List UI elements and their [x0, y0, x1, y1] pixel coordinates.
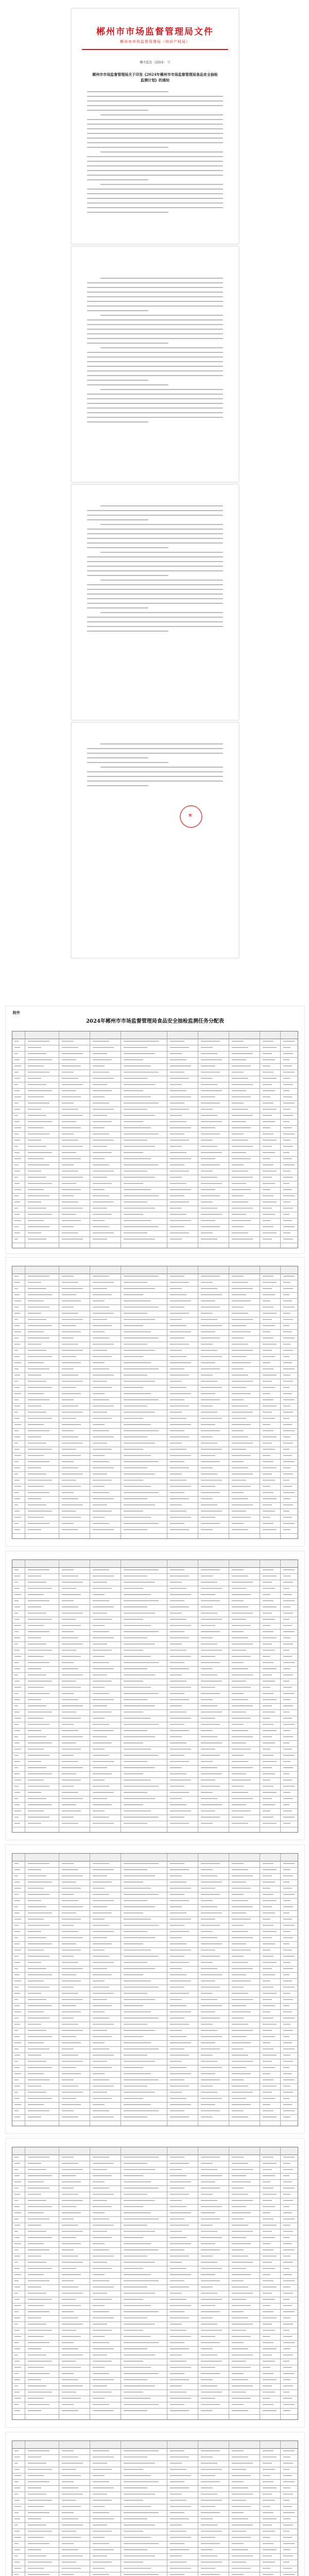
table-row [12, 2535, 298, 2541]
table-row [12, 1095, 298, 1101]
allocation-table [12, 2147, 298, 2420]
table-row [12, 1710, 298, 1716]
table-row [12, 2396, 298, 2402]
table-row [12, 1336, 298, 1342]
table-row [12, 2511, 298, 2517]
table-row [12, 1435, 298, 1441]
body-text [87, 91, 223, 216]
table-row [12, 1979, 298, 1985]
table-row [12, 1150, 298, 1157]
table-row [12, 2242, 298, 2248]
table-row [12, 1225, 298, 1231]
table-row [12, 2053, 298, 2059]
table-row [12, 2078, 298, 2084]
table-row [12, 2211, 298, 2217]
table-row [12, 1509, 298, 1515]
table-row [12, 2016, 298, 2022]
document-page-1 [71, 8, 239, 244]
table-row [12, 1948, 298, 1954]
table-row [12, 1144, 298, 1150]
table-row [12, 1422, 298, 1429]
table-row [12, 2365, 298, 2371]
table-row [12, 2174, 298, 2180]
table-row [12, 1218, 298, 1225]
table-row [12, 1685, 298, 1691]
table-row [12, 1954, 298, 1960]
table-row [12, 2155, 298, 2161]
table-row [12, 1064, 298, 1070]
table-row [12, 2504, 298, 2511]
table-row [12, 1611, 298, 1617]
table-row [12, 2384, 298, 2390]
table-row [12, 1741, 298, 1747]
table-row [12, 2409, 298, 2415]
table-row [12, 1636, 298, 1642]
table-row [12, 2273, 298, 2279]
table-row [12, 1923, 298, 1929]
table-row [12, 1861, 298, 1868]
table-row [12, 1070, 298, 1076]
document-page-4 [71, 722, 239, 958]
table-row [12, 1960, 298, 1967]
table-row [12, 1605, 298, 1611]
table-row [12, 1348, 298, 1354]
table-row [12, 2347, 298, 2353]
table-row [12, 1586, 298, 1592]
table-row [12, 1521, 298, 1528]
table-row [12, 2353, 298, 2359]
table-row [12, 2517, 298, 2523]
table-row [12, 2161, 298, 2167]
table-row [12, 2566, 298, 2572]
table-row [12, 1447, 298, 1453]
allocation-table [12, 1031, 298, 1248]
table-row [12, 1967, 298, 1973]
table-row [12, 1654, 298, 1660]
table-row [12, 2291, 298, 2297]
table-row [12, 1089, 298, 1095]
table-row [12, 2359, 298, 2365]
table-row [12, 1181, 298, 1188]
table-row [12, 1809, 298, 1815]
table-row [12, 1293, 298, 1299]
table-row [12, 1880, 298, 1886]
table-row [12, 2059, 298, 2065]
table-row [12, 1373, 298, 1379]
table-row [12, 1410, 298, 1416]
table-row [12, 2022, 298, 2028]
table-row [12, 1917, 298, 1923]
table-row [12, 2084, 298, 2090]
table-row [12, 2285, 298, 2291]
table-row [12, 1206, 298, 1212]
attachment-page-2 [5, 1257, 305, 1547]
table-row [12, 1429, 298, 1435]
table-row [12, 1367, 298, 1373]
attachment-label: 附件 [13, 1011, 20, 1015]
table-row [12, 1985, 298, 1991]
table-row [12, 1778, 298, 1784]
table-row [12, 1803, 298, 1809]
table-row [12, 1311, 298, 1317]
table-row [12, 1045, 298, 1052]
table-row [12, 1441, 298, 1447]
table-row [12, 2065, 298, 2072]
table-row [12, 1324, 298, 1330]
table-row [12, 1120, 298, 1126]
table-row [12, 1936, 298, 1942]
table-row [12, 1052, 298, 1058]
table-row [12, 1157, 298, 1163]
table-row [12, 1667, 298, 1673]
table-row [12, 1416, 298, 1422]
table-row [12, 1599, 298, 1605]
table-row [12, 2248, 298, 2254]
table-row [12, 2390, 298, 2396]
table-row [12, 1453, 298, 1460]
table-row [12, 1911, 298, 1917]
table-row [12, 1874, 298, 1880]
table-row [12, 2529, 298, 2535]
table-row [12, 1660, 298, 1667]
table-row [12, 2260, 298, 2266]
table-row [12, 2334, 298, 2341]
table-row [12, 1113, 298, 1120]
table-row [12, 1592, 298, 1599]
body-text [87, 743, 223, 790]
table-row [12, 2554, 298, 2560]
table-row [12, 2310, 298, 2316]
allocation-table [12, 2441, 298, 2576]
table-row [12, 2192, 298, 2198]
table-row [12, 1138, 298, 1144]
table-row [12, 1899, 298, 1905]
table-row [12, 1317, 298, 1324]
table-row [12, 1574, 298, 1580]
table-row [12, 1630, 298, 1636]
table-row [12, 2523, 298, 2529]
attachment-page-6 [5, 2432, 305, 2576]
table-row [12, 1892, 298, 1899]
table-row [12, 1126, 298, 1132]
table-row [12, 1886, 298, 1892]
table-row [12, 1642, 298, 1648]
table-row [12, 2498, 298, 2504]
table-row [12, 2378, 298, 2384]
table-row [12, 1361, 298, 1367]
agency-subheader: 郴州市市场监督管理局（知识产权局） [120, 40, 190, 44]
table-row [12, 1490, 298, 1497]
table-row [12, 2205, 298, 2211]
table-row [12, 1188, 298, 1194]
table-row [12, 1169, 298, 1175]
table-row [12, 2235, 298, 2242]
table-row [12, 1286, 298, 1293]
table-row [12, 2223, 298, 2229]
allocation-table [12, 1560, 298, 1833]
table-row [12, 1305, 298, 1311]
table-row [12, 2541, 298, 2548]
table-row [12, 1691, 298, 1698]
table-row [12, 2167, 298, 2174]
table-row [12, 2266, 298, 2273]
body-text [87, 278, 223, 426]
table-row [12, 1973, 298, 1979]
table-row [12, 1515, 298, 1521]
table-row [12, 2096, 298, 2103]
table-row [12, 2254, 298, 2260]
table-row [12, 2217, 298, 2223]
table-row [12, 1868, 298, 1874]
table-row [12, 1274, 298, 1280]
table-row [12, 1790, 298, 1797]
table-row [12, 1797, 298, 1803]
table-row [12, 1404, 298, 1410]
table-row [12, 1101, 298, 1107]
table-row [12, 2279, 298, 2285]
table-row [12, 2028, 298, 2035]
table-row [12, 1942, 298, 1948]
table-row [12, 1580, 298, 1586]
table-row [12, 2072, 298, 2078]
table-row [12, 1728, 298, 1735]
table-row [12, 1163, 298, 1169]
table-row [12, 2402, 298, 2409]
red-divider [82, 49, 228, 50]
table-row [12, 1460, 298, 1466]
body-text [87, 505, 223, 635]
table-row [12, 1497, 298, 1503]
allocation-table [12, 1853, 298, 2126]
table-row [12, 2492, 298, 2498]
table-row [12, 2297, 298, 2303]
table-row [12, 1299, 298, 1305]
table-row [12, 2103, 298, 2109]
table-row [12, 1379, 298, 1385]
table-row [12, 2341, 298, 2347]
table-row [12, 1392, 298, 1398]
table-row [12, 1342, 298, 1348]
table-row [12, 2322, 298, 2328]
table-row [12, 1280, 298, 1286]
document-page-2 [71, 246, 239, 482]
table-row [12, 1503, 298, 1509]
table-row [12, 1212, 298, 1218]
table-row [12, 1385, 298, 1392]
table-row [12, 1815, 298, 1821]
document-page-3 [71, 484, 239, 720]
agency-header: 郴州市市场监督管理局文件 [96, 27, 214, 37]
table-row [12, 2010, 298, 2016]
table-row [12, 2486, 298, 2492]
table-row [12, 2229, 298, 2235]
attachment-page-5 [5, 2138, 305, 2428]
allocation-table [12, 1266, 298, 1539]
table-row [12, 2473, 298, 2480]
table-row [12, 1821, 298, 1827]
table-row [12, 1082, 298, 1089]
table-row [12, 2047, 298, 2053]
table-row [12, 2572, 298, 2576]
table-row [12, 1039, 298, 1045]
table-row [12, 1231, 298, 1237]
table-row [12, 1648, 298, 1654]
table-row [12, 1194, 298, 1200]
table-row [12, 2316, 298, 2322]
table-row [12, 2198, 298, 2205]
table-row [12, 1759, 298, 1766]
table-row [12, 1747, 298, 1753]
table-row [12, 1568, 298, 1574]
attachment-page-1 [5, 1006, 305, 1254]
table-row [12, 1528, 298, 1534]
official-seal-icon [180, 805, 202, 828]
table-row [12, 1704, 298, 1710]
table-row [12, 1698, 298, 1704]
table-row [12, 2455, 298, 2461]
table-row [12, 1107, 298, 1113]
table-row [12, 1735, 298, 1741]
table-row [12, 1398, 298, 1404]
table-row [12, 2041, 298, 2047]
table-row [12, 1784, 298, 1790]
table-row [12, 1200, 298, 1206]
table-row [12, 2004, 298, 2010]
table-row [12, 2328, 298, 2334]
table-row [12, 1905, 298, 1911]
table-row [12, 1058, 298, 1064]
table-row [12, 2480, 298, 2486]
document-title: 郴州市市场监督管理局关于印发《2024年郴州市市场监督管理局食品安全抽检监测计划》的通知 [92, 72, 218, 82]
table-row [12, 2186, 298, 2192]
table-row [12, 1679, 298, 1685]
table-row [12, 1237, 298, 1243]
table-row [12, 2109, 298, 2115]
table-title: 2024年郴州市市场监督管理局食品安全抽检监测任务分配表 [86, 1019, 224, 1024]
table-row [12, 2303, 298, 2310]
table-row [12, 1076, 298, 1082]
table-row [12, 2115, 298, 2121]
table-row [12, 1673, 298, 1679]
table-row [12, 2090, 298, 2096]
table-row [12, 2548, 298, 2554]
table-row [12, 1991, 298, 1997]
table-row [12, 1484, 298, 1490]
table-row [12, 1617, 298, 1623]
table-row [12, 1132, 298, 1138]
table-row [12, 1175, 298, 1181]
table-row [12, 2560, 298, 2566]
attachment-page-3 [5, 1551, 305, 1840]
table-row [12, 1716, 298, 1722]
table-row [12, 1466, 298, 1472]
table-row [12, 2035, 298, 2041]
table-row [12, 2449, 298, 2455]
table-row [12, 1330, 298, 1336]
attachment-page-4 [5, 1844, 305, 2134]
table-row [12, 1354, 298, 1361]
table-row [12, 2371, 298, 2378]
table-row [12, 1753, 298, 1759]
table-row [12, 2461, 298, 2467]
table-row [12, 1472, 298, 1478]
table-row [12, 2180, 298, 2186]
table-row [12, 1722, 298, 1728]
table-row [12, 1623, 298, 1630]
table-row [12, 2467, 298, 2473]
table-row [12, 1929, 298, 1936]
table-row [12, 1766, 298, 1772]
table-row [12, 1997, 298, 2004]
document-number: 郴市监发〔2024〕 号 [140, 61, 170, 64]
table-row [12, 1478, 298, 1484]
table-row [12, 1772, 298, 1778]
